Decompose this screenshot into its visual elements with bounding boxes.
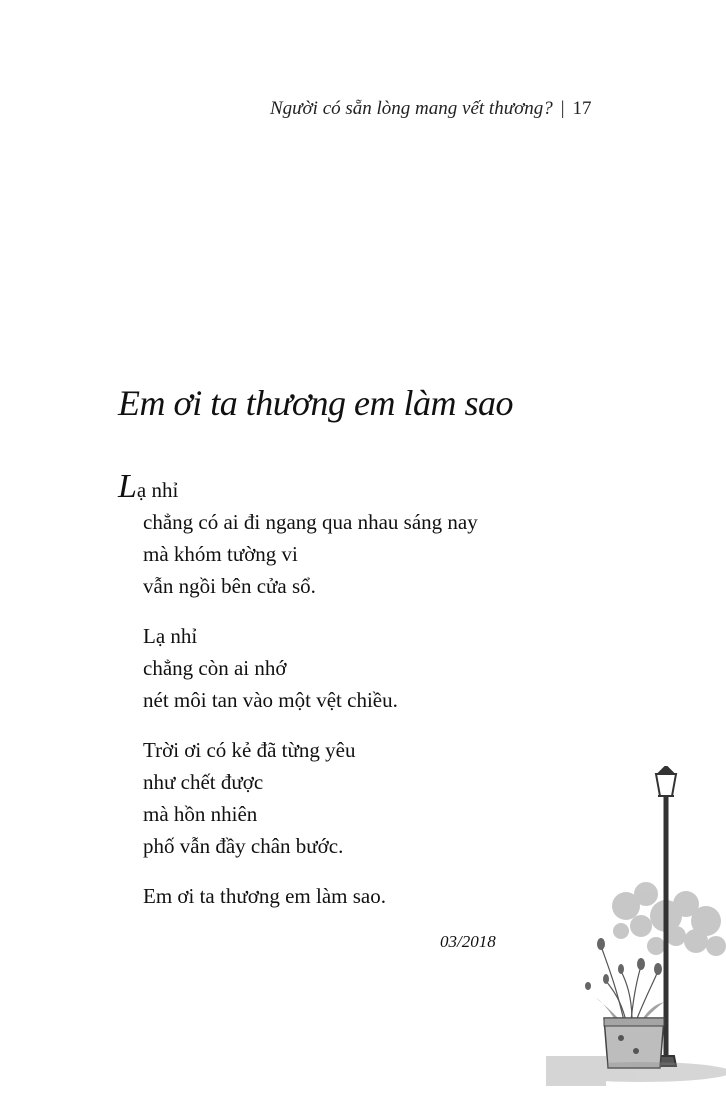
flowerpot bbox=[604, 1018, 664, 1068]
header-separator: | bbox=[560, 98, 565, 119]
stanza-1 bbox=[118, 470, 558, 602]
poem-line: vẫn ngồi bên cửa sổ. bbox=[143, 574, 316, 598]
poem-line: mà khóm tường vi bbox=[143, 542, 298, 566]
poem-line: chẳng có ai đi ngang qua nhau sáng nay bbox=[143, 510, 478, 534]
page-number: 17 bbox=[572, 98, 592, 119]
stanza-4 bbox=[118, 880, 558, 912]
poem-line: mà hồn nhiên bbox=[143, 802, 258, 826]
stanza-3 bbox=[118, 734, 558, 862]
foliage bbox=[612, 882, 726, 956]
running-header bbox=[270, 98, 630, 120]
poem-date: 03/2018 bbox=[440, 932, 496, 951]
streetlamp-flowerpot-illustration bbox=[546, 766, 726, 1086]
poem-body bbox=[118, 470, 558, 930]
poem-line: Lạ nhỉ bbox=[118, 468, 179, 505]
book-title: Người có sẵn lòng mang vết thương? bbox=[270, 98, 553, 119]
poem-line: Lạ nhỉ bbox=[143, 624, 198, 648]
poem-line: nét môi tan vào một vệt chiều. bbox=[143, 688, 398, 712]
poem-line: phố vẫn đầy chân bước. bbox=[143, 834, 344, 858]
drop-cap: L bbox=[118, 468, 137, 505]
poem-line: Em ơi ta thương em làm sao. bbox=[143, 884, 386, 908]
poem-line: Trời ơi có kẻ đã từng yêu bbox=[143, 738, 356, 762]
poem-line: chẳng còn ai nhớ bbox=[143, 656, 287, 680]
poem-line: như chết được bbox=[143, 770, 264, 794]
stanza-2 bbox=[118, 620, 558, 716]
poem-title: Em ơi ta thương em làm sao bbox=[118, 383, 514, 423]
